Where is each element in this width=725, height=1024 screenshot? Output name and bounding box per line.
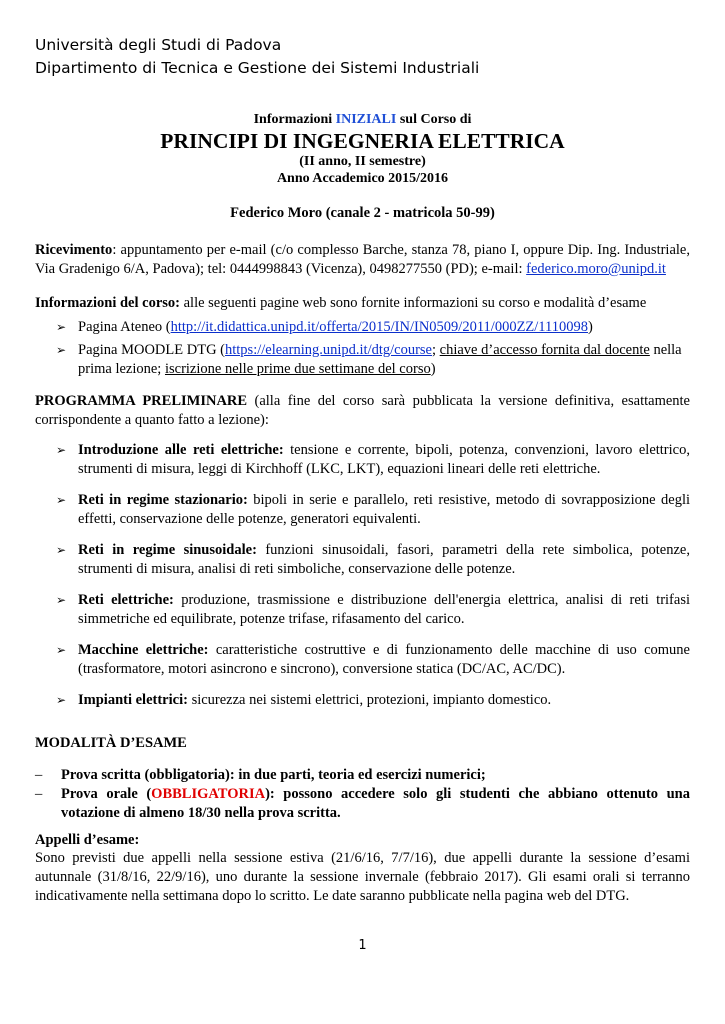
department-name: Dipartimento di Tecnica e Gestione dei Sistemi Industriali (35, 59, 480, 77)
modalita-heading: MODALITÀ D’ESAME (35, 735, 187, 751)
list-item-ateneo: ➢ Pagina Ateneo (http://it.didattica.unipd.it/offerta/2015/IN/IN0509/2011/000ZZ/1110098) (56, 319, 593, 335)
programma-item: ➢ Introduzione alle reti elettriche: tensione e corrente, bipoli, potenza, convenzioni, lavoro elettrico, strumenti di misura, leggi di Kirchhoff (LKC, LKT), equazioni lineari delle reti elettriche. (56, 442, 690, 477)
university-name: Università degli Studi di Padova (35, 36, 282, 54)
arrow-bullet-icon: ➢ (56, 593, 67, 607)
programma-intro: PROGRAMMA PRELIMINARE (alla fine del corso sarà pubblicata la versione definitiva, esattamente corrispondente a quanto fatto a lezione): (35, 393, 690, 428)
appelli-heading: Appelli d’esame: (35, 832, 140, 848)
info-corso-section (35, 294, 690, 379)
year-semester: (II anno, II semestre) (299, 154, 426, 169)
programma-list (35, 441, 690, 710)
page-number: 1 (358, 938, 367, 953)
ateneo-link[interactable]: http://it.didattica.unipd.it/offerta/2015/IN/IN0509/2011/000ZZ/1110098 (170, 319, 588, 335)
email-link[interactable]: federico.moro@unipd.it (526, 261, 666, 277)
appelli-paragraph: Sono previsti due appelli nella sessione estiva (21/6/16, 7/7/16), due appelli durante la sessione d’esami autunnale (31/8/16, 22/9/16), uno durante la sessione invernale (febbraio 2017). Gli esami orali si terranno indicativamente nella settimana dopo lo scritto. Le date saranno pubblicate nella pagina web del DTG. (35, 850, 690, 904)
programma-item: ➢ Reti in regime stazionario: bipoli in serie e parallelo, reti resistive, metodo di sovrapposizione degli effetti, conservazione delle potenze, generatori equivalenti. (56, 492, 690, 527)
academic-year: Anno Accademico 2015/2016 (276, 171, 449, 186)
arrow-bullet-icon: ➢ (56, 320, 67, 334)
info-corso-intro: Informazioni del corso: alle seguenti pagine web sono fornite informazioni su corso e modalità d’esame (35, 295, 647, 311)
prova-scritta-item: – Prova scritta (obbligatoria): in due parti, teoria ed esercizi numerici; (35, 767, 486, 783)
programma-item: ➢ Macchine elettriche: caratteristiche costruttive e di funzionamento delle macchine di uso comune (trasformatore, motori asincrono e sincrono), conversione statica (DC/AC, AC/DC). (56, 642, 690, 677)
obbligatoria-highlight: OBBLIGATORIA (151, 786, 266, 802)
arrow-bullet-icon: ➢ (56, 693, 67, 707)
arrow-bullet-icon: ➢ (56, 543, 67, 557)
programma-heading: PROGRAMMA PRELIMINARE (35, 393, 248, 409)
dash-bullet: – (35, 786, 43, 802)
course-title: PRINCIPI DI INGEGNERIA ELETTRICA (160, 129, 565, 153)
programma-item: ➢ Reti elettriche: produzione, trasmissione e distribuzione dell'energia elettrica, analisi di reti trifasi simmetriche ed equilibrate, potenze trifase, rifasamento del carico. (56, 592, 690, 627)
prova-orale-item: – Prova orale (OBBLIGATORIA): possono accedere solo gli studenti che abbiano ottenuto una votazione di almeno 18/30 nella prova scritta. (35, 786, 690, 821)
arrow-bullet-icon: ➢ (56, 443, 67, 457)
dash-bullet: – (35, 767, 43, 783)
moodle-link[interactable]: https://elearning.unipd.it/dtg/course (225, 342, 432, 358)
ricevimento-paragraph: Ricevimento: appuntamento per e-mail (c/o complesso Barche, stanza 78, piano I, oppure Dip. Ing. Industriale, Via Gradenigo 6/A, Padova); tel: 0444998843 (Vicenza), 0498277550 (PD); e-mail: federico.moro@unipd.it (35, 242, 690, 277)
arrow-bullet-icon: ➢ (56, 643, 67, 657)
page-header (35, 34, 479, 80)
ricevimento-label: Ricevimento (35, 242, 113, 258)
list-item-moodle: ➢ Pagina MOODLE DTG (https://elearning.unipd.it/dtg/course; chiave d’accesso fornita dal docente nella prima lezione; iscrizione nelle prime due settimane del corso) (56, 342, 682, 377)
programma-item: ➢ Reti in regime sinusoidale: funzioni sinusoidali, fasori, parametri della rete simbolica, potenze, strumenti di misura, analisi di reti simboliche, conservazione delle potenze. (56, 542, 690, 577)
arrow-bullet-icon: ➢ (56, 493, 67, 507)
arrow-bullet-icon: ➢ (56, 343, 67, 357)
info-line: Informazioni INIZIALI sul Corso di (253, 112, 472, 127)
modalita-list (35, 766, 690, 823)
iniziali-highlight: INIZIALI (335, 112, 397, 127)
teacher-line: Federico Moro (canale 2 - matricola 50-99) (230, 205, 495, 221)
programma-item: ➢ Impianti elettrici: sicurezza nei sistemi elettrici, protezioni, impianto domestico. (56, 692, 552, 708)
